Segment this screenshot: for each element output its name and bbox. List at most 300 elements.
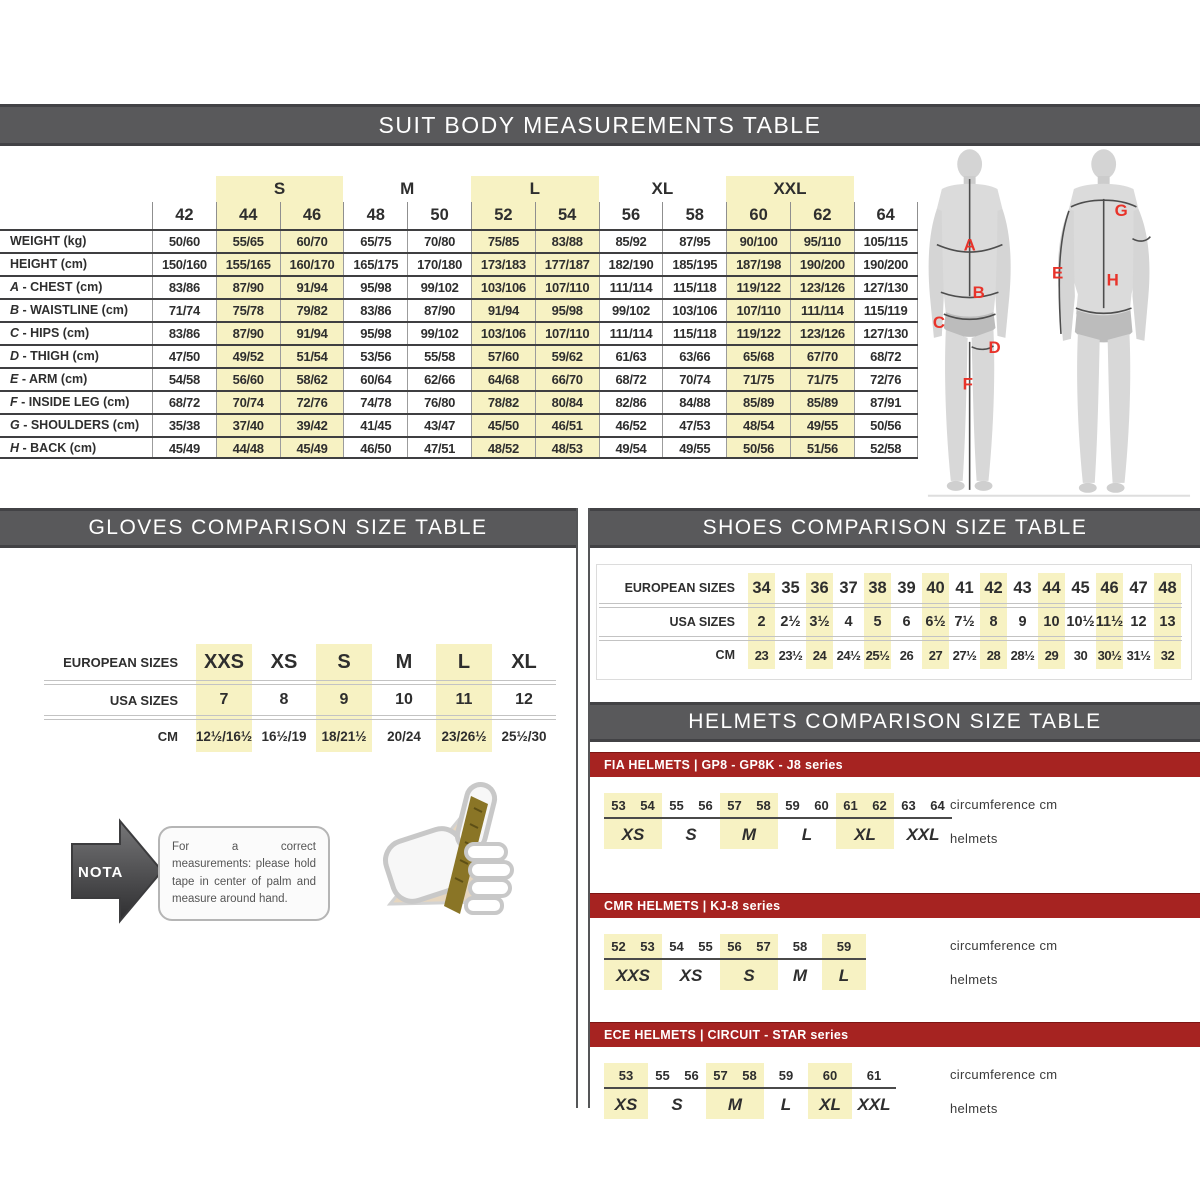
- suit-value-cell: 103/106: [662, 300, 726, 321]
- helmet-circumference-value: 58: [792, 938, 808, 954]
- suit-value-cell: 107/110: [726, 300, 790, 321]
- helmet-size-groups: [604, 1063, 1200, 1119]
- suit-value-cell: 70/80: [407, 231, 471, 252]
- suit-value-cell: 63/66: [662, 346, 726, 367]
- figure-label-f: F: [962, 374, 974, 394]
- helmet-size-label: S: [743, 966, 755, 985]
- suit-value-cell: 187/198: [726, 254, 790, 275]
- helmet-circumference-value: 53: [640, 938, 655, 954]
- helmet-size-group: [764, 1063, 808, 1119]
- figure-label-d: D: [988, 337, 1001, 357]
- shoes-table-cell: 7½: [954, 614, 975, 630]
- shoes-title: SHOES COMPARISON SIZE TABLE: [702, 516, 1088, 539]
- suit-value-cell: 111/114: [599, 323, 663, 344]
- body-figures-illustration: [920, 146, 1198, 506]
- shoes-table-cell: 29: [1044, 647, 1059, 663]
- helmet-circumference-row: [808, 1063, 852, 1089]
- gloves-table-cell: XL: [511, 650, 537, 673]
- suit-value-cell: 74/78: [343, 392, 407, 413]
- suit-value-cell: 58/62: [280, 369, 344, 390]
- gloves-table-cell: 7: [219, 691, 229, 708]
- helmet-section: [590, 1022, 1200, 1137]
- helmet-circumference-value: 53: [618, 1067, 634, 1083]
- helmet-circumference-value: 54: [640, 797, 655, 813]
- gloves-section: [0, 508, 578, 1108]
- helmet-circumference-row: [720, 934, 778, 960]
- suit-row-label: E - ARM (cm): [10, 372, 88, 386]
- helmet-circumference-row: [822, 934, 866, 960]
- suit-value-cell: 65/68: [726, 346, 790, 367]
- suit-measure-row: [0, 321, 918, 344]
- suit-value-cell: 111/114: [790, 300, 854, 321]
- shoes-table-cell: 23: [754, 647, 769, 663]
- suit-size-cell: 64: [854, 202, 918, 229]
- helmet-size-groups: [604, 793, 1200, 849]
- shoes-table-cell: 47: [1129, 578, 1148, 597]
- suit-title: SUIT BODY MEASUREMENTS TABLE: [378, 112, 822, 138]
- shoes-table-cell: 2½: [780, 614, 801, 630]
- suit-size-cell: 62: [790, 202, 854, 229]
- suit-value-cell: 53/56: [343, 346, 407, 367]
- suit-size-row-label: [0, 202, 152, 229]
- suit-value-cell: 35/38: [152, 415, 216, 436]
- helmet-size-group: [648, 1063, 706, 1119]
- suit-value-cell: 45/49: [152, 438, 216, 457]
- gloves-table-cell: XXS: [203, 650, 245, 673]
- helmet-circumference-row: [662, 793, 720, 819]
- measure-letter: E: [10, 372, 19, 386]
- suit-value-cell: 95/110: [790, 231, 854, 252]
- shoes-table-cell: 9: [1018, 614, 1027, 630]
- shoes-table-row-usa: [599, 608, 1182, 636]
- shoes-table-cell: 11½: [1095, 614, 1124, 630]
- shoes-table-cell: 43: [1013, 578, 1032, 597]
- suit-row-label: D - THIGH (cm): [10, 349, 99, 363]
- suit-value-cell: 160/170: [280, 254, 344, 275]
- helmet-size-group: [706, 1063, 764, 1119]
- helmet-circumference-value: 55: [698, 938, 713, 954]
- suit-value-cell: 66/70: [535, 369, 599, 390]
- suit-value-cell: 57/60: [471, 346, 535, 367]
- gloves-table-cell: 9: [339, 691, 349, 708]
- suit-value-cell: 70/74: [662, 369, 726, 390]
- suit-size-cell: 56: [599, 202, 663, 229]
- thumb-tape-illustration: [370, 776, 530, 936]
- suit-value-cell: 105/115: [854, 231, 918, 252]
- helmet-circumference-row: [604, 1063, 648, 1089]
- row-label: EUROPEAN SIZES: [624, 581, 735, 595]
- suit-group-label: XL: [651, 179, 674, 198]
- suit-value-cell: 45/50: [471, 415, 535, 436]
- suit-value-cell: 50/56: [726, 438, 790, 457]
- shoes-table-cell: 13: [1159, 614, 1176, 630]
- suit-value-cell: 54/58: [152, 369, 216, 390]
- gloves-table-row-cm: [44, 720, 556, 752]
- suit-value-cell: 83/86: [152, 277, 216, 298]
- shoes-table-cell: 41: [955, 578, 974, 597]
- shoes-table-cell: 6½: [925, 614, 946, 630]
- suit-value-cell: 83/88: [535, 231, 599, 252]
- shoes-table-cell: 24: [812, 647, 827, 663]
- gloves-table-cell: S: [337, 650, 351, 673]
- shoes-table-cell: 30½: [1097, 647, 1122, 663]
- figure-label-a: A: [963, 235, 976, 255]
- suit-value-cell: 85/92: [599, 231, 663, 252]
- shoes-table-cell: 12: [1130, 614, 1147, 630]
- suit-value-cell: 72/76: [854, 369, 918, 390]
- suit-value-cell: 45/49: [280, 438, 344, 457]
- helmet-table: [590, 777, 1200, 867]
- suit-value-cell: 87/90: [407, 300, 471, 321]
- helmet-size-label: S: [671, 1095, 683, 1114]
- suit-value-cell: 51/56: [790, 438, 854, 457]
- suit-size-cell: 44: [216, 202, 280, 229]
- helmet-circumference-row: [836, 793, 894, 819]
- suit-value-cell: 71/75: [726, 369, 790, 390]
- helmet-circumference-value: 58: [756, 797, 771, 813]
- helmets-label: helmets: [950, 831, 998, 846]
- suit-value-cell: 95/98: [535, 300, 599, 321]
- suit-value-cell: 119/122: [726, 277, 790, 298]
- suit-blank-cell: [854, 176, 918, 202]
- gloves-title: GLOVES COMPARISON SIZE TABLE: [88, 516, 488, 539]
- suit-value-cell: 95/98: [343, 323, 407, 344]
- suit-value-cell: 44/48: [216, 438, 280, 457]
- helmet-size-label: XXL: [906, 825, 940, 844]
- body-measurement-figures: [920, 146, 1198, 506]
- suit-size-cell: 58: [662, 202, 726, 229]
- helmets-title-bar: [590, 702, 1200, 742]
- suit-group-label: L: [471, 176, 599, 202]
- gloves-table-cell: 12½/16½: [195, 728, 253, 744]
- helmet-size-label: XL: [854, 825, 876, 844]
- helmet-circumference-value: 52: [611, 938, 626, 954]
- gloves-table-row-usa: [44, 685, 556, 715]
- helmet-circumference-row: [648, 1063, 706, 1089]
- helmet-circumference-value: 56: [684, 1067, 699, 1083]
- helmet-series-header: CMR HELMETS | KJ-8 series: [590, 893, 1200, 918]
- suit-value-cell: 51/54: [280, 346, 344, 367]
- shoes-table-row-eu: [599, 573, 1182, 603]
- helmet-size-label: XS: [614, 1095, 638, 1114]
- gloves-table-cell: 10: [395, 691, 413, 708]
- helmet-size-label: L: [780, 1095, 792, 1114]
- suit-value-cell: 47/53: [662, 415, 726, 436]
- suit-value-cell: 115/119: [854, 300, 918, 321]
- suit-size-cell: 52: [471, 202, 535, 229]
- shoes-table-cell: 27½: [952, 647, 977, 663]
- measure-letter: F: [10, 395, 18, 409]
- suit-title-bar: [0, 104, 1200, 146]
- helmet-size-groups: [604, 934, 1200, 990]
- suit-value-cell: 75/85: [471, 231, 535, 252]
- suit-value-cell: 111/114: [599, 277, 663, 298]
- helmet-circumference-row: [778, 793, 836, 819]
- suit-value-cell: 67/70: [790, 346, 854, 367]
- suit-value-cell: 165/175: [343, 254, 407, 275]
- row-label: EUROPEAN SIZES: [63, 654, 178, 670]
- helmet-circumference-value: 57: [713, 1067, 728, 1083]
- gloves-table-cell: XS: [270, 650, 298, 673]
- circumference-label: circumference cm: [950, 938, 1058, 953]
- suit-value-cell: 79/82: [280, 300, 344, 321]
- helmet-size-group: [604, 1063, 648, 1119]
- helmet-series-header: FIA HELMETS | GP8 - GP8K - J8 series: [590, 752, 1200, 777]
- shoes-table-cell: 3½: [809, 614, 830, 630]
- helmet-circumference-row: [604, 934, 662, 960]
- helmet-size-label: L: [801, 825, 813, 844]
- suit-value-cell: 78/82: [471, 392, 535, 413]
- suit-value-cell: 170/180: [407, 254, 471, 275]
- suit-value-cell: 173/183: [471, 254, 535, 275]
- helmet-size-group: [720, 793, 778, 849]
- suit-value-cell: 91/94: [280, 277, 344, 298]
- suit-value-cell: 50/60: [152, 231, 216, 252]
- shoes-table-cell: 34: [752, 578, 771, 597]
- helmet-size-group: [720, 934, 778, 990]
- helmet-size-group: [778, 934, 822, 990]
- helmet-circumference-value: 63: [901, 797, 916, 813]
- shoes-table-cell: 45: [1071, 578, 1090, 597]
- suit-value-cell: 82/86: [599, 392, 663, 413]
- suit-value-cell: 99/102: [407, 323, 471, 344]
- suit-value-cell: 177/187: [535, 254, 599, 275]
- suit-value-cell: 47/51: [407, 438, 471, 457]
- gloves-table-cell: 12: [515, 691, 533, 708]
- nota-badge: NOTA: [78, 864, 124, 881]
- helmet-size-group: [836, 793, 894, 849]
- suit-value-cell: 107/110: [535, 323, 599, 344]
- shoes-table-cell: 46: [1100, 578, 1119, 597]
- suit-corner-cell: [0, 176, 152, 202]
- helmet-size-label: XS: [621, 825, 645, 844]
- helmet-size-group: [808, 1063, 852, 1119]
- suit-value-cell: 43/47: [407, 415, 471, 436]
- row-label: USA SIZES: [669, 615, 735, 629]
- helmet-size-label: M: [727, 1095, 743, 1114]
- suit-row-label: C - HIPS (cm): [10, 326, 90, 340]
- helmet-size-group: [604, 793, 662, 849]
- suit-value-cell: 68/72: [854, 346, 918, 367]
- helmet-size-group: [852, 1063, 896, 1119]
- shoes-table-cell: 27: [928, 647, 943, 663]
- helmet-table: [590, 918, 1200, 1008]
- suit-value-cell: 95/98: [343, 277, 407, 298]
- helmet-size-label: S: [685, 825, 697, 844]
- helmet-circumference-value: 56: [727, 938, 742, 954]
- suit-value-cell: 55/65: [216, 231, 280, 252]
- suit-measure-row: [0, 229, 918, 252]
- suit-value-cell: 60/64: [343, 369, 407, 390]
- suit-value-cell: 87/90: [216, 323, 280, 344]
- suit-value-cell: 190/200: [854, 254, 918, 275]
- measure-letter: A: [10, 280, 20, 294]
- gloves-table-cell: 8: [279, 691, 289, 708]
- suit-measure-row: [0, 390, 918, 413]
- suit-value-cell: 47/50: [152, 346, 216, 367]
- suit-value-cell: 87/90: [216, 277, 280, 298]
- suit-measure-row: [0, 436, 918, 459]
- helmet-size-group: [604, 934, 662, 990]
- shoes-table-box: [596, 564, 1192, 680]
- suit-measure-row: [0, 413, 918, 436]
- suit-value-cell: 123/126: [790, 323, 854, 344]
- gloves-table-cell: 25½/30: [501, 728, 547, 744]
- suit-value-cell: 48/54: [726, 415, 790, 436]
- suit-value-cell: 50/56: [854, 415, 918, 436]
- gloves-table-cell: 11: [455, 691, 473, 708]
- helmet-size-group: [778, 793, 836, 849]
- circumference-label: circumference cm: [950, 797, 1058, 812]
- shoes-table-cell: 38: [868, 578, 887, 597]
- helmet-circumference-value: 58: [742, 1067, 757, 1083]
- suit-value-cell: 99/102: [407, 277, 471, 298]
- shoes-table-cell: 42: [984, 578, 1003, 597]
- suit-value-cell: 55/58: [407, 346, 471, 367]
- suit-row-label: H - BACK (cm): [10, 441, 97, 455]
- gloves-table-cell: 20/24: [387, 728, 421, 744]
- suit-size-cell: 54: [535, 202, 599, 229]
- suit-value-cell: 103/106: [471, 323, 535, 344]
- helmet-circumference-row: [604, 793, 662, 819]
- suit-size-cell: 48: [343, 202, 407, 229]
- suit-group-label: XXL: [726, 176, 854, 202]
- helmet-circumference-value: 64: [930, 797, 945, 813]
- helmet-circumference-row: [706, 1063, 764, 1089]
- figure-label-e: E: [1052, 263, 1064, 283]
- shoes-table-cell: 39: [897, 578, 916, 597]
- suit-value-cell: 48/53: [535, 438, 599, 457]
- suit-value-cell: 99/102: [599, 300, 663, 321]
- suit-size-cell: 46: [280, 202, 344, 229]
- shoes-table-cell: 28½: [1010, 647, 1035, 663]
- shoes-table-cell: 35: [781, 578, 800, 597]
- suit-value-cell: 61/63: [599, 346, 663, 367]
- suit-size-cell: 50: [407, 202, 471, 229]
- suit-value-cell: 37/40: [216, 415, 280, 436]
- helmet-circumference-value: 60: [814, 797, 829, 813]
- gloves-table-cell: L: [457, 650, 471, 673]
- shoes-table: [599, 573, 1182, 669]
- shoes-table-cell: 30: [1073, 647, 1088, 663]
- helmets-title: HELMETS COMPARISON SIZE TABLE: [688, 710, 1102, 733]
- helmet-size-group: [662, 793, 720, 849]
- suit-row-label: G - SHOULDERS (cm): [10, 418, 140, 432]
- suit-size-cell: 42: [152, 202, 216, 229]
- shoes-table-cell: 24½: [836, 647, 861, 663]
- helmet-circumference-row: [720, 793, 778, 819]
- helmet-circumference-row: [778, 934, 822, 960]
- helmets-label: helmets: [950, 1101, 998, 1116]
- suit-group-label: S: [216, 176, 344, 202]
- helmet-section: [590, 893, 1200, 1008]
- suit-measure-row: [0, 298, 918, 321]
- shoes-table-cell: 4: [844, 614, 853, 630]
- suit-value-cell: 91/94: [471, 300, 535, 321]
- suit-value-cell: 103/106: [471, 277, 535, 298]
- suit-value-cell: 83/86: [152, 323, 216, 344]
- gloves-table-cell: M: [395, 650, 413, 673]
- front-figure: [929, 149, 1011, 491]
- suit-value-cell: 127/130: [854, 277, 918, 298]
- figure-label-c: C: [932, 312, 946, 332]
- helmet-size-label: M: [741, 825, 757, 844]
- helmet-circumference-value: 62: [872, 797, 887, 813]
- row-label: CM: [715, 648, 735, 662]
- helmet-size-label: XL: [819, 1095, 841, 1114]
- suit-value-cell: 123/126: [790, 277, 854, 298]
- gloves-table-row-eu: [44, 644, 556, 680]
- suit-value-cell: 71/75: [790, 369, 854, 390]
- helmet-circumference-value: 55: [669, 797, 684, 813]
- helmet-size-group: [662, 934, 720, 990]
- helmet-circumference-value: 61: [843, 797, 858, 813]
- suit-value-cell: 107/110: [535, 277, 599, 298]
- measurement-note: [70, 798, 540, 948]
- helmet-circumference-row: [894, 793, 952, 819]
- suit-value-cell: 85/89: [790, 392, 854, 413]
- suit-value-cell: 65/75: [343, 231, 407, 252]
- suit-value-cell: 68/72: [152, 392, 216, 413]
- gloves-title-bar: [0, 508, 576, 548]
- helmet-size-label: XXL: [857, 1095, 891, 1114]
- suit-value-cell: 46/52: [599, 415, 663, 436]
- suit-value-cell: 64/68: [471, 369, 535, 390]
- suit-value-cell: 41/45: [343, 415, 407, 436]
- helmet-circumference-value: 56: [698, 797, 713, 813]
- suit-row-label: HEIGHT (cm): [10, 257, 88, 271]
- suit-value-cell: 75/78: [216, 300, 280, 321]
- suit-value-cell: 80/84: [535, 392, 599, 413]
- helmet-tables: [590, 752, 1200, 1137]
- helmet-circumference-value: 60: [822, 1067, 838, 1083]
- suit-value-cell: 127/130: [854, 323, 918, 344]
- shoes-table-cell: 37: [839, 578, 858, 597]
- shoes-table-cell: 26: [899, 647, 914, 663]
- row-label: USA SIZES: [109, 692, 178, 708]
- shoes-table-cell: 2: [757, 614, 766, 630]
- helmet-size-label: L: [838, 966, 850, 985]
- shoes-table-cell: 23½: [778, 647, 803, 663]
- helmet-section: [590, 752, 1200, 867]
- suit-measure-row: [0, 367, 918, 390]
- suit-value-cell: 87/91: [854, 392, 918, 413]
- shoes-table-cell: 6: [902, 614, 911, 630]
- helmet-circumference-value: 61: [866, 1067, 882, 1083]
- suit-value-cell: 70/74: [216, 392, 280, 413]
- suit-value-cell: 49/55: [790, 415, 854, 436]
- helmet-circumference-value: 53: [611, 797, 626, 813]
- gloves-table-cell: 16½/19: [261, 728, 307, 744]
- suit-measure-row: [0, 252, 918, 275]
- suit-value-cell: 60/70: [280, 231, 344, 252]
- suit-value-cell: 46/50: [343, 438, 407, 457]
- suit-value-cell: 84/88: [662, 392, 726, 413]
- measure-letter: D: [10, 349, 20, 363]
- gloves-table-cell: 18/21½: [321, 728, 367, 744]
- shoes-table-cell: 32: [1160, 647, 1175, 663]
- suit-value-cell: 46/51: [535, 415, 599, 436]
- suit-row-label: F - INSIDE LEG (cm): [10, 395, 130, 409]
- shoes-table-cell: 10½: [1066, 614, 1095, 630]
- nota-arrow-icon: [70, 816, 165, 926]
- suit-group-label: M: [400, 179, 415, 198]
- helmet-circumference-row: [764, 1063, 808, 1089]
- helmet-circumference-row: [852, 1063, 896, 1089]
- back-figure: [1052, 149, 1150, 493]
- helmet-series-header: ECE HELMETS | CIRCUIT - STAR series: [590, 1022, 1200, 1047]
- shoes-table-cell: 48: [1158, 578, 1177, 597]
